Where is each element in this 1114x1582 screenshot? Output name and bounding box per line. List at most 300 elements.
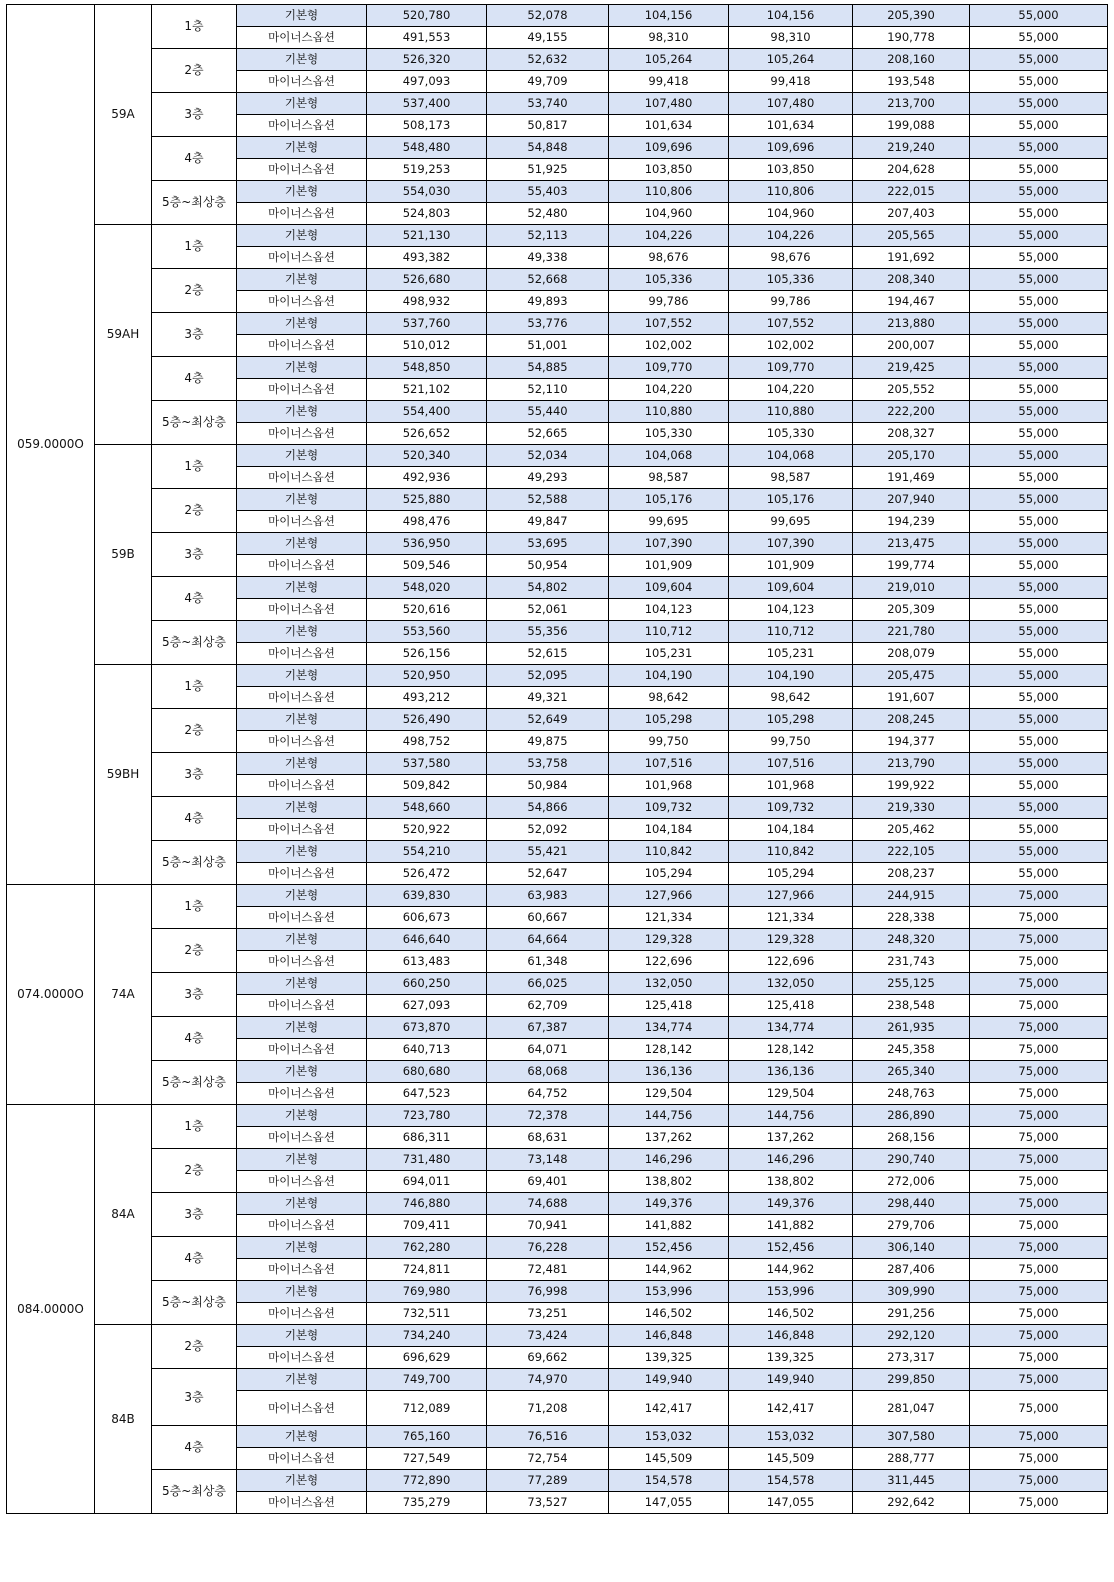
interim-2-cell: 105,176 <box>729 489 853 511</box>
total-price: 537,400 <box>367 93 487 115</box>
interim-1-cell: 122,696 <box>609 951 729 973</box>
interim-1-cell: 154,578 <box>609 1470 729 1492</box>
downpayment-cell: 72,481 <box>487 1259 609 1281</box>
total-price: 749,700 <box>367 1369 487 1391</box>
interim-2-cell: 102,002 <box>729 335 853 357</box>
balance-cell: 268,156 <box>853 1127 970 1149</box>
interim-2-cell: 103,850 <box>729 159 853 181</box>
downpayment-cell: 70,941 <box>487 1215 609 1237</box>
total-price: 493,382 <box>367 247 487 269</box>
interim-2-cell: 154,578 <box>729 1470 853 1492</box>
total-price: 526,156 <box>367 643 487 665</box>
interim-2-cell: 125,418 <box>729 995 853 1017</box>
downpayment-cell: 54,885 <box>487 357 609 379</box>
balance-cell: 213,880 <box>853 313 970 335</box>
interim-1-cell: 146,296 <box>609 1149 729 1171</box>
interim-1-cell: 98,587 <box>609 467 729 489</box>
option-cell: 기본형 <box>237 49 367 71</box>
floor-cell: 2층 <box>152 489 237 533</box>
price-table-body <box>7 5 1108 1514</box>
floor-cell: 4층 <box>152 357 237 401</box>
interim-1-cell: 98,642 <box>609 687 729 709</box>
interim-1-cell: 109,696 <box>609 137 729 159</box>
floor-cell: 5층~최상층 <box>152 841 237 885</box>
table-row <box>7 93 1108 115</box>
option-cell: 마이너스옵션 <box>237 687 367 709</box>
interim-2-cell: 153,996 <box>729 1281 853 1303</box>
balance-cell: 213,790 <box>853 753 970 775</box>
downpayment-cell: 76,228 <box>487 1237 609 1259</box>
interim-2-cell: 109,696 <box>729 137 853 159</box>
balance-cell: 288,777 <box>853 1448 970 1470</box>
extra-cell: 75,000 <box>970 1325 1108 1347</box>
interim-2-cell: 99,695 <box>729 511 853 533</box>
downpayment-cell: 69,662 <box>487 1347 609 1369</box>
extra-cell: 55,000 <box>970 577 1108 599</box>
interim-1-cell: 132,050 <box>609 973 729 995</box>
interim-1-cell: 144,756 <box>609 1105 729 1127</box>
total-price: 493,212 <box>367 687 487 709</box>
interim-2-cell: 145,509 <box>729 1448 853 1470</box>
balance-cell: 208,327 <box>853 423 970 445</box>
interim-2-cell: 146,296 <box>729 1149 853 1171</box>
total-price: 639,830 <box>367 885 487 907</box>
floor-cell: 5층~최상층 <box>152 181 237 225</box>
interim-2-cell: 139,325 <box>729 1347 853 1369</box>
interim-2-cell: 152,456 <box>729 1237 853 1259</box>
interim-2-cell: 129,328 <box>729 929 853 951</box>
option-cell: 마이너스옵션 <box>237 995 367 1017</box>
total-price: 524,803 <box>367 203 487 225</box>
extra-cell: 75,000 <box>970 1426 1108 1448</box>
balance-cell: 306,140 <box>853 1237 970 1259</box>
downpayment-cell: 50,954 <box>487 555 609 577</box>
interim-1-cell: 104,184 <box>609 819 729 841</box>
interim-1-cell: 105,264 <box>609 49 729 71</box>
option-cell: 기본형 <box>237 753 367 775</box>
total-price: 772,890 <box>367 1470 487 1492</box>
table-row <box>7 1017 1108 1039</box>
interim-1-cell: 109,604 <box>609 577 729 599</box>
extra-cell: 55,000 <box>970 291 1108 313</box>
downpayment-cell: 53,695 <box>487 533 609 555</box>
interim-2-cell: 147,055 <box>729 1492 853 1514</box>
table-row <box>7 973 1108 995</box>
table-row <box>7 753 1108 775</box>
interim-1-cell: 99,418 <box>609 71 729 93</box>
option-cell: 마이너스옵션 <box>237 907 367 929</box>
total-price: 509,842 <box>367 775 487 797</box>
total-price: 492,936 <box>367 467 487 489</box>
option-cell: 마이너스옵션 <box>237 203 367 225</box>
total-price: 548,480 <box>367 137 487 159</box>
interim-1-cell: 105,330 <box>609 423 729 445</box>
option-cell: 마이너스옵션 <box>237 1215 367 1237</box>
total-price: 519,253 <box>367 159 487 181</box>
interim-1-cell: 144,962 <box>609 1259 729 1281</box>
total-price: 498,932 <box>367 291 487 313</box>
downpayment-cell: 76,516 <box>487 1426 609 1448</box>
balance-cell: 286,890 <box>853 1105 970 1127</box>
balance-cell: 219,330 <box>853 797 970 819</box>
downpayment-cell: 64,664 <box>487 929 609 951</box>
balance-cell: 199,774 <box>853 555 970 577</box>
table-row <box>7 1149 1108 1171</box>
extra-cell: 55,000 <box>970 445 1108 467</box>
extra-cell: 75,000 <box>970 1369 1108 1391</box>
balance-cell: 208,160 <box>853 49 970 71</box>
floor-cell: 4층 <box>152 1426 237 1470</box>
interim-2-cell: 149,376 <box>729 1193 853 1215</box>
interim-1-cell: 99,750 <box>609 731 729 753</box>
balance-cell: 299,850 <box>853 1369 970 1391</box>
area-cell: 084.0000O <box>7 1105 95 1514</box>
interim-1-cell: 129,504 <box>609 1083 729 1105</box>
total-price: 646,640 <box>367 929 487 951</box>
interim-1-cell: 104,123 <box>609 599 729 621</box>
interim-2-cell: 104,184 <box>729 819 853 841</box>
interim-2-cell: 104,156 <box>729 5 853 27</box>
balance-cell: 248,763 <box>853 1083 970 1105</box>
extra-cell: 55,000 <box>970 687 1108 709</box>
total-price: 553,560 <box>367 621 487 643</box>
balance-cell: 205,462 <box>853 819 970 841</box>
option-cell: 마이너스옵션 <box>237 643 367 665</box>
extra-cell: 75,000 <box>970 1303 1108 1325</box>
balance-cell: 200,007 <box>853 335 970 357</box>
interim-1-cell: 149,940 <box>609 1369 729 1391</box>
option-cell: 마이너스옵션 <box>237 115 367 137</box>
floor-cell: 3층 <box>152 1369 237 1426</box>
extra-cell: 55,000 <box>970 71 1108 93</box>
extra-cell: 55,000 <box>970 555 1108 577</box>
option-cell: 마이너스옵션 <box>237 1171 367 1193</box>
extra-cell: 55,000 <box>970 665 1108 687</box>
table-row <box>7 709 1108 731</box>
downpayment-cell: 52,649 <box>487 709 609 731</box>
balance-cell: 290,740 <box>853 1149 970 1171</box>
total-price: 723,780 <box>367 1105 487 1127</box>
extra-cell: 55,000 <box>970 423 1108 445</box>
interim-1-cell: 146,502 <box>609 1303 729 1325</box>
downpayment-cell: 69,401 <box>487 1171 609 1193</box>
interim-2-cell: 98,310 <box>729 27 853 49</box>
extra-cell: 75,000 <box>970 1105 1108 1127</box>
interim-2-cell: 105,336 <box>729 269 853 291</box>
interim-1-cell: 107,480 <box>609 93 729 115</box>
total-price: 508,173 <box>367 115 487 137</box>
balance-cell: 194,467 <box>853 291 970 313</box>
downpayment-cell: 74,970 <box>487 1369 609 1391</box>
balance-cell: 309,990 <box>853 1281 970 1303</box>
total-price: 627,093 <box>367 995 487 1017</box>
extra-cell: 75,000 <box>970 1083 1108 1105</box>
balance-cell: 272,006 <box>853 1171 970 1193</box>
extra-cell: 75,000 <box>970 951 1108 973</box>
unit-type-cell: 59A <box>95 5 152 225</box>
interim-1-cell: 99,695 <box>609 511 729 533</box>
balance-cell: 291,256 <box>853 1303 970 1325</box>
balance-cell: 208,245 <box>853 709 970 731</box>
downpayment-cell: 62,709 <box>487 995 609 1017</box>
balance-cell: 193,548 <box>853 71 970 93</box>
interim-1-cell: 110,880 <box>609 401 729 423</box>
downpayment-cell: 54,848 <box>487 137 609 159</box>
downpayment-cell: 61,348 <box>487 951 609 973</box>
downpayment-cell: 49,709 <box>487 71 609 93</box>
floor-cell: 5층~최상층 <box>152 1470 237 1514</box>
option-cell: 마이너스옵션 <box>237 863 367 885</box>
interim-1-cell: 104,068 <box>609 445 729 467</box>
downpayment-cell: 53,776 <box>487 313 609 335</box>
interim-2-cell: 132,050 <box>729 973 853 995</box>
interim-1-cell: 98,676 <box>609 247 729 269</box>
floor-cell: 1층 <box>152 885 237 929</box>
interim-2-cell: 109,604 <box>729 577 853 599</box>
interim-1-cell: 98,310 <box>609 27 729 49</box>
interim-2-cell: 104,220 <box>729 379 853 401</box>
interim-1-cell: 101,909 <box>609 555 729 577</box>
option-cell: 기본형 <box>237 1325 367 1347</box>
extra-cell: 75,000 <box>970 1193 1108 1215</box>
extra-cell: 75,000 <box>970 1470 1108 1492</box>
downpayment-cell: 49,155 <box>487 27 609 49</box>
downpayment-cell: 73,527 <box>487 1492 609 1514</box>
total-price: 746,880 <box>367 1193 487 1215</box>
extra-cell: 55,000 <box>970 489 1108 511</box>
interim-1-cell: 103,850 <box>609 159 729 181</box>
balance-cell: 292,120 <box>853 1325 970 1347</box>
balance-cell: 287,406 <box>853 1259 970 1281</box>
option-cell: 마이너스옵션 <box>237 555 367 577</box>
table-row <box>7 1105 1108 1127</box>
interim-1-cell: 105,294 <box>609 863 729 885</box>
unit-type-cell: 59AH <box>95 225 152 445</box>
interim-1-cell: 109,770 <box>609 357 729 379</box>
total-price: 606,673 <box>367 907 487 929</box>
extra-cell: 55,000 <box>970 203 1108 225</box>
table-row <box>7 269 1108 291</box>
option-cell: 마이너스옵션 <box>237 775 367 797</box>
balance-cell: 208,079 <box>853 643 970 665</box>
total-price: 548,020 <box>367 577 487 599</box>
interim-2-cell: 107,390 <box>729 533 853 555</box>
interim-2-cell: 134,774 <box>729 1017 853 1039</box>
interim-1-cell: 136,136 <box>609 1061 729 1083</box>
downpayment-cell: 64,752 <box>487 1083 609 1105</box>
downpayment-cell: 66,025 <box>487 973 609 995</box>
option-cell: 기본형 <box>237 1017 367 1039</box>
extra-cell: 55,000 <box>970 401 1108 423</box>
extra-cell: 55,000 <box>970 753 1108 775</box>
option-cell: 마이너스옵션 <box>237 335 367 357</box>
option-cell: 기본형 <box>237 533 367 555</box>
interim-1-cell: 102,002 <box>609 335 729 357</box>
extra-cell: 75,000 <box>970 1347 1108 1369</box>
option-cell: 기본형 <box>237 401 367 423</box>
option-cell: 기본형 <box>237 621 367 643</box>
downpayment-cell: 55,421 <box>487 841 609 863</box>
option-cell: 기본형 <box>237 269 367 291</box>
extra-cell: 75,000 <box>970 907 1108 929</box>
table-row <box>7 1281 1108 1303</box>
floor-cell: 5층~최상층 <box>152 401 237 445</box>
balance-cell: 204,628 <box>853 159 970 181</box>
total-price: 526,472 <box>367 863 487 885</box>
total-price: 520,922 <box>367 819 487 841</box>
interim-2-cell: 105,264 <box>729 49 853 71</box>
extra-cell: 55,000 <box>970 225 1108 247</box>
interim-2-cell: 153,032 <box>729 1426 853 1448</box>
interim-1-cell: 146,848 <box>609 1325 729 1347</box>
extra-cell: 55,000 <box>970 819 1108 841</box>
total-price: 497,093 <box>367 71 487 93</box>
interim-2-cell: 105,330 <box>729 423 853 445</box>
interim-2-cell: 101,968 <box>729 775 853 797</box>
extra-cell: 75,000 <box>970 885 1108 907</box>
floor-cell: 2층 <box>152 709 237 753</box>
balance-cell: 199,922 <box>853 775 970 797</box>
floor-cell: 1층 <box>152 1105 237 1149</box>
balance-cell: 311,445 <box>853 1470 970 1492</box>
total-price: 536,950 <box>367 533 487 555</box>
option-cell: 기본형 <box>237 1105 367 1127</box>
option-cell: 기본형 <box>237 709 367 731</box>
option-cell: 마이너스옵션 <box>237 731 367 753</box>
extra-cell: 75,000 <box>970 1492 1108 1514</box>
extra-cell: 75,000 <box>970 1127 1108 1149</box>
option-cell: 기본형 <box>237 1369 367 1391</box>
option-cell: 기본형 <box>237 1281 367 1303</box>
option-cell: 마이너스옵션 <box>237 599 367 621</box>
downpayment-cell: 55,356 <box>487 621 609 643</box>
interim-2-cell: 104,226 <box>729 225 853 247</box>
total-price: 525,880 <box>367 489 487 511</box>
option-cell: 기본형 <box>237 181 367 203</box>
balance-cell: 279,706 <box>853 1215 970 1237</box>
downpayment-cell: 50,817 <box>487 115 609 137</box>
downpayment-cell: 52,092 <box>487 819 609 841</box>
downpayment-cell: 76,998 <box>487 1281 609 1303</box>
interim-1-cell: 141,882 <box>609 1215 729 1237</box>
extra-cell: 55,000 <box>970 357 1108 379</box>
downpayment-cell: 68,631 <box>487 1127 609 1149</box>
downpayment-cell: 55,403 <box>487 181 609 203</box>
interim-1-cell: 110,806 <box>609 181 729 203</box>
extra-cell: 55,000 <box>970 797 1108 819</box>
balance-cell: 205,565 <box>853 225 970 247</box>
interim-2-cell: 101,634 <box>729 115 853 137</box>
balance-cell: 194,239 <box>853 511 970 533</box>
extra-cell: 55,000 <box>970 731 1108 753</box>
balance-cell: 255,125 <box>853 973 970 995</box>
extra-cell: 55,000 <box>970 775 1108 797</box>
balance-cell: 222,200 <box>853 401 970 423</box>
balance-cell: 207,403 <box>853 203 970 225</box>
table-row <box>7 533 1108 555</box>
balance-cell: 208,340 <box>853 269 970 291</box>
interim-1-cell: 152,456 <box>609 1237 729 1259</box>
balance-cell: 199,088 <box>853 115 970 137</box>
balance-cell: 191,607 <box>853 687 970 709</box>
floor-cell: 2층 <box>152 49 237 93</box>
option-cell: 마이너스옵션 <box>237 423 367 445</box>
table-row <box>7 1061 1108 1083</box>
interim-1-cell: 104,190 <box>609 665 729 687</box>
total-price: 765,160 <box>367 1426 487 1448</box>
balance-cell: 219,240 <box>853 137 970 159</box>
interim-1-cell: 145,509 <box>609 1448 729 1470</box>
interim-2-cell: 98,587 <box>729 467 853 489</box>
interim-2-cell: 109,770 <box>729 357 853 379</box>
option-cell: 마이너스옵션 <box>237 467 367 489</box>
interim-2-cell: 127,966 <box>729 885 853 907</box>
interim-2-cell: 136,136 <box>729 1061 853 1083</box>
option-cell: 마이너스옵션 <box>237 1259 367 1281</box>
downpayment-cell: 73,424 <box>487 1325 609 1347</box>
total-price: 521,130 <box>367 225 487 247</box>
table-row <box>7 1193 1108 1215</box>
option-cell: 마이너스옵션 <box>237 71 367 93</box>
floor-cell: 1층 <box>152 5 237 49</box>
extra-cell: 55,000 <box>970 93 1108 115</box>
downpayment-cell: 49,893 <box>487 291 609 313</box>
total-price: 734,240 <box>367 1325 487 1347</box>
downpayment-cell: 53,758 <box>487 753 609 775</box>
option-cell: 마이너스옵션 <box>237 1083 367 1105</box>
extra-cell: 75,000 <box>970 1017 1108 1039</box>
floor-cell: 3층 <box>152 973 237 1017</box>
option-cell: 마이너스옵션 <box>237 159 367 181</box>
interim-2-cell: 104,068 <box>729 445 853 467</box>
downpayment-cell: 73,148 <box>487 1149 609 1171</box>
total-price: 640,713 <box>367 1039 487 1061</box>
table-row <box>7 225 1108 247</box>
downpayment-cell: 49,847 <box>487 511 609 533</box>
extra-cell: 55,000 <box>970 247 1108 269</box>
option-cell: 마이너스옵션 <box>237 291 367 313</box>
table-row <box>7 929 1108 951</box>
interim-2-cell: 144,756 <box>729 1105 853 1127</box>
option-cell: 마이너스옵션 <box>237 819 367 841</box>
balance-cell: 191,469 <box>853 467 970 489</box>
option-cell: 기본형 <box>237 1237 367 1259</box>
floor-cell: 1층 <box>152 665 237 709</box>
balance-cell: 222,015 <box>853 181 970 203</box>
table-row <box>7 489 1108 511</box>
interim-1-cell: 101,968 <box>609 775 729 797</box>
table-row <box>7 577 1108 599</box>
interim-2-cell: 149,940 <box>729 1369 853 1391</box>
table-row <box>7 1369 1108 1391</box>
interim-2-cell: 99,750 <box>729 731 853 753</box>
balance-cell: 191,692 <box>853 247 970 269</box>
interim-1-cell: 139,325 <box>609 1347 729 1369</box>
interim-1-cell: 107,390 <box>609 533 729 555</box>
interim-2-cell: 144,962 <box>729 1259 853 1281</box>
interim-2-cell: 128,142 <box>729 1039 853 1061</box>
balance-cell: 261,935 <box>853 1017 970 1039</box>
total-price: 520,780 <box>367 5 487 27</box>
downpayment-cell: 54,802 <box>487 577 609 599</box>
downpayment-cell: 51,001 <box>487 335 609 357</box>
interim-2-cell: 110,806 <box>729 181 853 203</box>
interim-1-cell: 104,220 <box>609 379 729 401</box>
floor-cell: 2층 <box>152 1325 237 1369</box>
interim-2-cell: 129,504 <box>729 1083 853 1105</box>
option-cell: 마이너스옵션 <box>237 1039 367 1061</box>
total-price: 724,811 <box>367 1259 487 1281</box>
